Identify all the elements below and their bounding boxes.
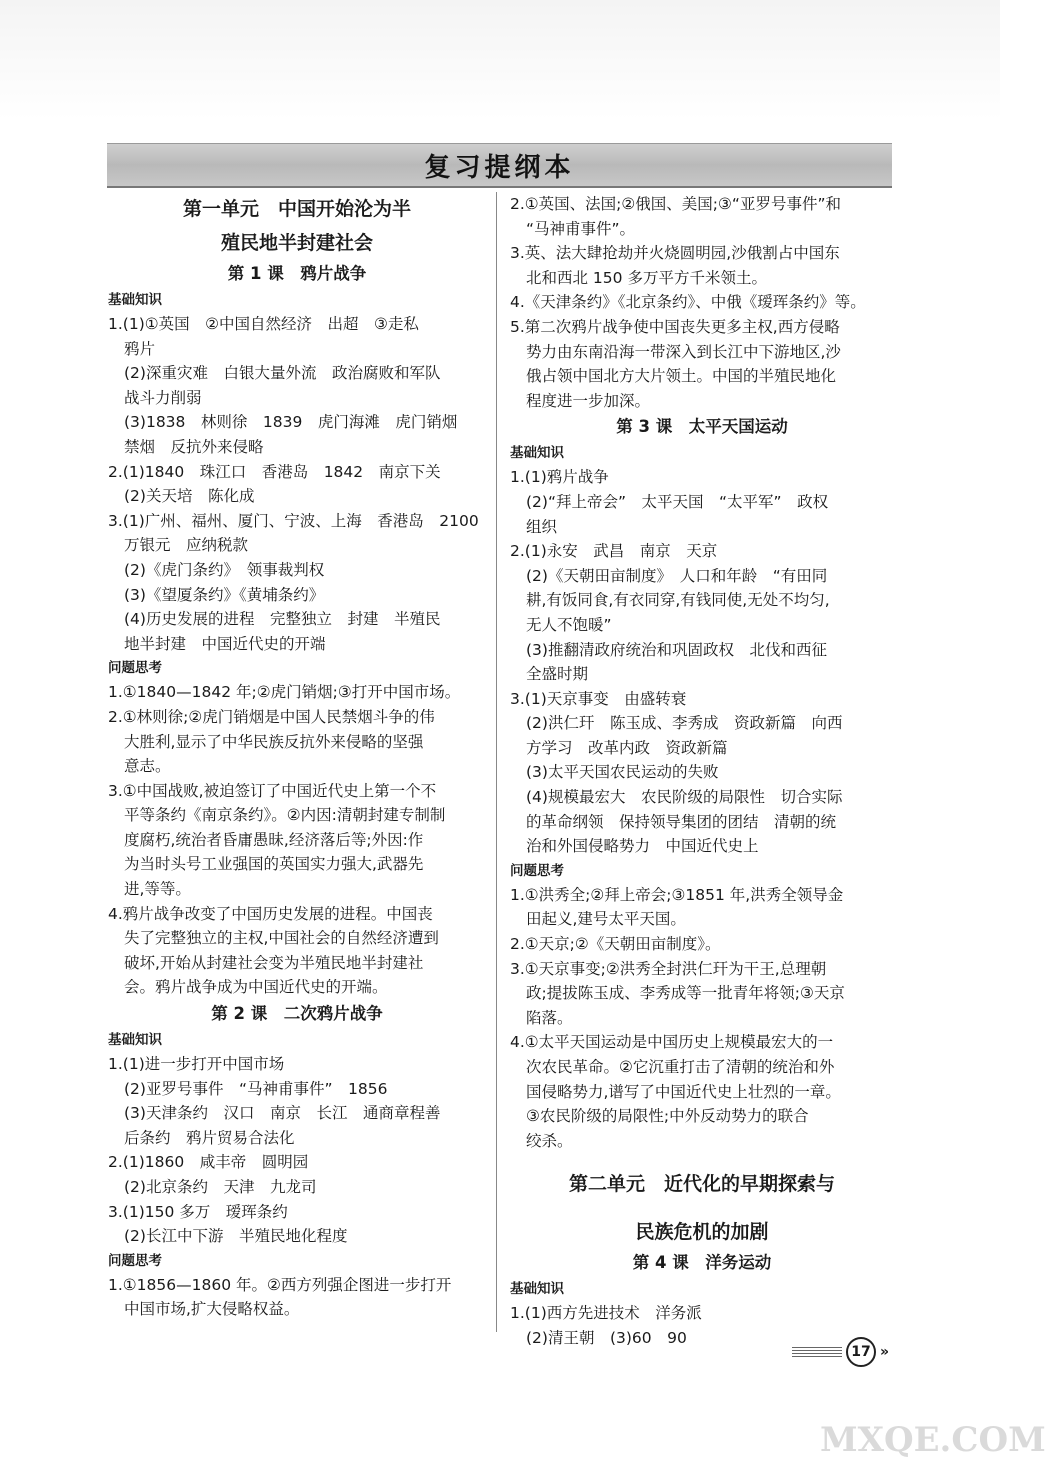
answer-line: 4.鸦片战争改变了中国历史发展的进程。中国丧 [108,904,433,923]
answer-line: (2)《天朝田亩制度》 人口和年龄 “有田同 [526,566,828,585]
answer-line: 2.(1)永安 武昌 南京 天京 [510,542,718,561]
lesson-title: 第 1 课 鸦片战争 [227,264,367,283]
answer-line: 战斗力削弱 [124,388,202,407]
answer-line: 治和外国侵略势力 中国近代史上 [526,837,759,856]
answer-line: 平等条约《南京条约》。②内因:清朝封建专制制 [124,806,446,825]
answer-line: 破坏,开始从封建社会变为半殖民地半封建社 [124,953,424,972]
right-column [510,192,894,1351]
answer-line: 5.第二次鸦片战争使中国丧失更多主权,西方侵略 [510,317,840,336]
answer-line: 1.①1840—1842 年;②虎门销烟;③打开中国市场。 [108,683,461,702]
answer-line: 3.(1)天京事变 由盛转衰 [510,689,687,708]
answer-line: 1.(1)①英国 ②中国自然经济 出超 ③走私 [108,315,419,333]
page-number [792,1338,889,1366]
answer-line: 1.(1)西方先进技术 洋务派 [510,1304,702,1323]
answer-line: 势力由东南沿海一带深入到长江中下游地区,沙 [526,342,841,361]
answer-line: 为当时头号工业强国的英国实力强大,武器先 [124,855,424,874]
answer-line: (3)1838 林则徐 1839 虎门海滩 虎门销烟 [124,413,458,432]
answer-line: 程度进一步加深。 [526,391,651,410]
answer-line: 次农民革命。②它沉重打击了清朝的统治和外 [526,1058,835,1076]
unit-title: 殖民地半封建社会 [220,232,373,254]
answer-line: 进,等等。 [124,880,191,899]
answer-line: 组织 [526,517,558,536]
answer-line: (2)清王朝 (3)60 90 [526,1328,687,1347]
lesson-title: 第 4 课 洋务运动 [632,1253,772,1273]
answer-line: 全盛时期 [526,665,589,684]
unit-title: 第二单元 近代化的早期探索与 [568,1173,835,1196]
answer-line: (2)深重灾难 白银大量外流 政治腐败和军队 [124,364,441,383]
answer-line: 北和西北 150 多万平方千米领土。 [526,268,767,287]
answer-line: (2)长江中下游 半殖民地化程度 [124,1227,348,1246]
answer-line: 万银元 应纳税款 [124,536,249,555]
answer-line: (2)“拜上帝会” 太平天国 “太平军” 政权 [526,492,829,511]
answer-line: (2)《虎门条约》 领事裁判权 [124,560,325,579]
answer-line: 1.(1)进一步打开中国市场 [108,1055,285,1074]
answer-line: 度腐朽,统治者昏庸愚昧,经济落后等;外因:作 [124,830,424,849]
answer-line: (3)《望厦条约》《黄埔条约》 [124,585,325,604]
unit-title: 第一单元 中国开始沦为半 [182,198,411,220]
answer-line: (2)洪仁玕 陈玉成、李秀成 资政新篇 向西 [526,714,843,733]
answer-line: 失了完整独立的主权,中国社会的自然经济遭到 [124,929,439,948]
answer-line: 2.(1)1860 咸丰帝 圆明园 [108,1153,309,1172]
answer-line: 会。鸦片战争成为中国近代史的开端。 [124,978,388,997]
page-number-circle: 17 [846,1337,876,1367]
section-heading: 基础知识 [510,445,564,462]
section-heading: 基础知识 [510,1281,564,1298]
watermark: MXQE.COM [820,1420,1046,1460]
answer-line: 1.(1)鸦片战争 [510,468,609,487]
spacer [510,1153,894,1167]
answer-line: (4)规模最宏大 农民阶级的局限性 切合实际 [526,788,843,807]
answer-line: 3.①天京事变;②洪秀全封洪仁玕为干王,总理朝 [510,959,827,978]
answer-line: 4.①太平天国运动是中国历史上规模最宏大的一 [510,1033,834,1052]
answer-line: “马神甫事件”。 [526,219,636,238]
unit-title: 民族危机的加剧 [635,1221,769,1244]
answer-line: 3.(1)150 多万 瑷珲条约 [108,1202,288,1221]
answer-line: 2.(1)1840 珠江口 香港岛 1842 南京下关 [108,462,441,481]
answer-line: 的革命纲领 保持领导集团的团结 清朝的统 [526,812,837,831]
section-heading: 基础知识 [108,292,162,308]
section-heading: 问题思考 [108,660,162,677]
lesson-title: 第 2 课 二次鸦片战争 [211,1004,383,1024]
answer-line: 陷落。 [526,1008,573,1027]
page-number-arrow-icon: » [880,1344,890,1360]
spacer [510,1201,894,1215]
lesson-title: 第 3 课 太平天国运动 [616,417,788,437]
section-heading: 基础知识 [108,1032,162,1049]
answer-line: 1.①洪秀全;②拜上帝会;③1851 年,洪秀全领导金 [510,885,844,904]
page-banner [107,143,892,188]
answer-line: 绞杀。 [526,1131,573,1150]
answer-line: 3.①中国战败,被迫签订了中国近代史上第一个不 [108,781,437,800]
answer-line: 鸦片 [124,339,156,358]
answer-line: 禁烟 反抗外来侵略 [124,437,264,456]
answer-line: 政;提拔陈玉成、李秀成等一批青年将领;③天京 [526,984,845,1003]
answer-line: 2.①英国、法国;②俄国、美国;③“亚罗号事件”和 [510,195,841,213]
section-heading: 问题思考 [108,1252,162,1269]
section-heading: 问题思考 [510,862,564,879]
answer-line: 大胜利,显示了中华民族反抗外来侵略的坚强 [124,732,424,751]
banner-title: 复习提纲本 [424,152,575,183]
top-shading [0,0,1000,120]
answer-line: 耕,有饭同食,有衣同穿,有钱同使,无处不均匀, [526,591,830,610]
answer-line: 国侵略势力,谱写了中国近代史上壮烈的一章。 [526,1082,841,1101]
answer-line: 2.①林则徐;②虎门销烟是中国人民禁烟斗争的伟 [108,707,435,726]
column-divider [496,192,497,1332]
answer-line: (4)历史发展的进程 完整独立 封建 半殖民 [124,610,441,629]
answer-line: 2.①天京;②《天朝田亩制度》。 [510,935,721,954]
answer-line: 3.英、法大肆抢劫并火烧圆明园,沙俄割占中国东 [510,244,840,263]
left-column [108,192,486,1322]
answer-line: 无人不饱暖” [526,615,612,634]
answer-line: (3)天津条约 汉口 南京 长江 通商章程善 [124,1104,441,1123]
answer-line: 田起义,建号太平天国。 [526,910,686,929]
answer-line: (2)亚罗号事件 “马神甫事件” 1856 [124,1079,388,1098]
answer-line: 中国市场,扩大侵略权益。 [124,1300,300,1319]
answer-line: 地半封建 中国近代史的开端 [124,634,326,653]
answer-line: 1.①1856—1860 年。②西方列强企图进一步打开 [108,1275,452,1294]
answer-line: 后条约 鸦片贸易合法化 [124,1128,295,1147]
answer-line: (3)推翻清政府统治和巩固政权 北伐和西征 [526,640,827,659]
page-number-decoration [792,1347,842,1357]
answer-line: 俄占领中国北方大片领土。中国的半殖民地化 [526,367,837,386]
answer-line: (3)太平天国农民运动的失败 [526,763,719,782]
answer-line: 4.《天津条约》《北京条约》、中俄《瑷珲条约》等。 [510,293,866,312]
answer-line: ③农民阶级的局限性;中外反动势力的联合 [526,1107,809,1126]
answer-line: 意志。 [124,757,171,776]
answer-line: 3.(1)广州、福州、厦门、宁波、上海 香港岛 2100 [108,511,479,530]
answer-line: (2)关天培 陈化成 [124,487,255,506]
answer-line: 方学习 改革内政 资政新篇 [526,738,728,757]
answer-line: (2)北京条约 天津 九龙司 [124,1178,317,1196]
